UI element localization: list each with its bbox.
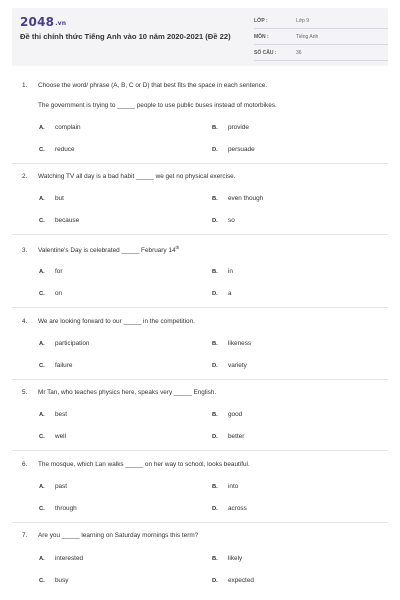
option-a[interactable]: A. complain <box>39 124 81 131</box>
option-a[interactable]: A. interested <box>39 555 84 562</box>
option-a[interactable]: A. for <box>39 268 63 275</box>
meta-value: 36 <box>296 50 302 56</box>
option-b[interactable]: B. likeness <box>212 340 252 347</box>
option-c[interactable]: C. through <box>39 505 77 512</box>
option-d[interactable]: D. better <box>212 433 245 440</box>
option-d[interactable]: D. expected <box>212 577 254 584</box>
option-d[interactable]: D. variety <box>212 362 247 369</box>
meta-label: SỐ CÂU : <box>254 50 277 56</box>
option-a[interactable]: A. but <box>39 195 64 202</box>
meta-value: Tiếng Anh <box>296 34 319 40</box>
option-a[interactable]: A. participation <box>39 340 90 347</box>
question-text: 4. We are looking forward to our _____ in the competition. <box>22 318 195 325</box>
question-text: 2. Watching TV all day is a bad habit _____ we get no physical exercise. <box>22 173 236 180</box>
meta-label: MÔN : <box>254 34 269 40</box>
site-logo[interactable]: 2048.vn <box>20 15 67 29</box>
question-divider <box>12 379 388 380</box>
option-a[interactable]: A. past <box>39 483 68 490</box>
option-c[interactable]: C. reduce <box>39 146 75 153</box>
option-c[interactable]: C. well <box>39 433 67 440</box>
question-sentence: The government is trying to _____ people to use public buses instead of motorbikes. <box>38 102 277 109</box>
option-b[interactable]: B. into <box>212 483 239 490</box>
question-divider <box>12 307 388 308</box>
option-d[interactable]: D. a <box>212 290 232 297</box>
option-d[interactable]: D. persuade <box>212 146 255 153</box>
exam-header <box>12 8 388 66</box>
question-divider <box>12 450 388 451</box>
question-divider <box>12 522 388 523</box>
question-text: 1. Choose the word/ phrase (A, B, C or D) that best fits the space in each sentence. <box>22 82 268 89</box>
exam-title: Đề thi chính thức Tiếng Anh vào 10 năm 2020-2021 (Đề 22) <box>20 32 231 41</box>
option-c[interactable]: C. on <box>39 290 63 297</box>
option-d[interactable]: D. across <box>212 505 247 512</box>
ordinal-suffix: th <box>175 245 180 250</box>
option-d[interactable]: D. so <box>212 217 235 224</box>
meta-value: Lớp 9 <box>296 18 310 24</box>
option-b[interactable]: B. good <box>212 411 243 418</box>
question-text: 7. Are you _____ learning on Saturday mornings this term? <box>22 532 199 539</box>
question-text: 5. Mr Tan, who teaches physics here, speaks very _____ English. <box>22 389 217 396</box>
option-c[interactable]: C. because <box>39 217 80 224</box>
option-b[interactable]: B. provide <box>212 124 249 131</box>
meta-label: LỚP : <box>254 18 268 24</box>
question-text: 6. The mosque, which Lan walks _____ on her way to school, looks beautiful. <box>22 461 250 468</box>
option-c[interactable]: C. failure <box>39 362 73 369</box>
meta-row-count <box>254 48 388 61</box>
meta-row-class <box>254 16 388 29</box>
question-divider <box>12 234 388 235</box>
question-text: 3. Valentine's Day is celebrated _____ February 14th <box>22 245 180 254</box>
option-b[interactable]: B. even though <box>212 195 264 202</box>
exam-meta <box>254 16 388 64</box>
meta-row-subject <box>254 32 388 45</box>
option-b[interactable]: B. in <box>212 268 233 275</box>
option-a[interactable]: A. best <box>39 411 68 418</box>
question-divider <box>12 163 388 164</box>
option-c[interactable]: C. busy <box>39 577 69 584</box>
option-b[interactable]: B. likely <box>212 555 243 562</box>
